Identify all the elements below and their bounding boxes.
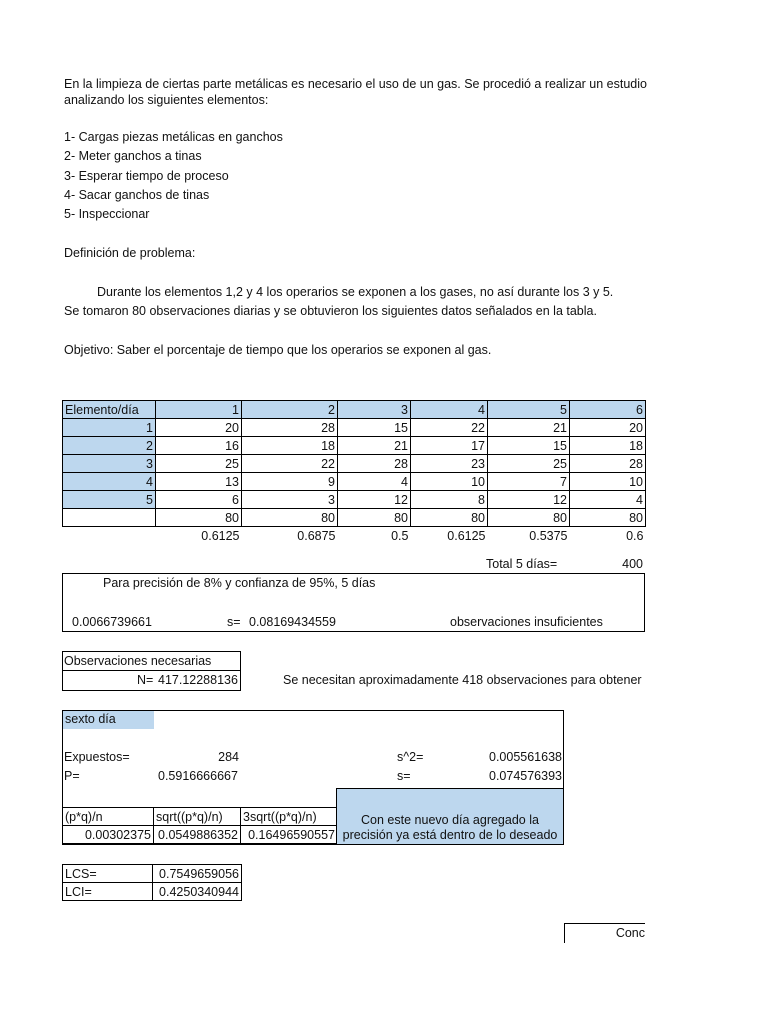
proportion-cell: 0.6125 bbox=[201, 528, 240, 543]
p-value: 0.5916666667 bbox=[158, 769, 238, 783]
sixth-day-calc-table bbox=[62, 807, 338, 844]
table-cell: 21 bbox=[488, 419, 570, 437]
table-row bbox=[63, 455, 646, 473]
proportion-cell: 0.6875 bbox=[297, 528, 336, 543]
table-row bbox=[63, 473, 646, 491]
calc-header: 3sqrt((p*q)/n) bbox=[241, 808, 338, 826]
table-cell: 12 bbox=[488, 491, 570, 509]
precision-title: Para precisión de 8% y confianza de 95%, 5 días bbox=[103, 576, 376, 590]
total-cell: 80 bbox=[242, 509, 338, 527]
table-cell: 17 bbox=[411, 437, 488, 455]
table-cell: 10 bbox=[570, 473, 646, 491]
day-header: 5 bbox=[488, 401, 570, 419]
s-value: 0.074576393 bbox=[489, 769, 562, 783]
exposed-label: Expuestos= bbox=[64, 750, 130, 764]
table-cell: 6 bbox=[156, 491, 242, 509]
s2-value: 0.005561638 bbox=[489, 750, 562, 764]
proportions-row bbox=[63, 527, 646, 545]
problem-line-2: Se tomaron 80 observaciones diarias y se obtuvieron los siguientes datos señalados en la tabla. bbox=[64, 304, 597, 318]
element-item-3: 3- Esperar tiempo de proceso bbox=[64, 169, 229, 183]
intro-line-1: En la limpieza de ciertas parte metálicas es necesario el uso de un gas. Se procedió a realizar un estudio bbox=[64, 77, 647, 91]
lci-label: LCI= bbox=[63, 883, 153, 901]
table-cell: 7 bbox=[488, 473, 570, 491]
limits-table bbox=[62, 864, 242, 901]
precision-s-label: s= bbox=[227, 615, 241, 629]
objective-text: Objetivo: Saber el porcentaje de tiempo que los operarios se exponen al gas. bbox=[64, 343, 492, 357]
table-cell: 18 bbox=[242, 437, 338, 455]
element-label: 4 bbox=[63, 473, 156, 491]
table-cell: 12 bbox=[338, 491, 411, 509]
total-cell: 80 bbox=[411, 509, 488, 527]
table-cell: 20 bbox=[570, 419, 646, 437]
totals-label-cell bbox=[63, 509, 156, 527]
proportion-cell: 0.5375 bbox=[529, 528, 568, 543]
lcs-value: 0.7549659056 bbox=[153, 865, 242, 883]
n-label: N= bbox=[137, 673, 154, 687]
sixth-day-title: sexto día bbox=[65, 712, 116, 726]
cutoff-text: Conc bbox=[615, 926, 645, 940]
proportion-cell: 0.6125 bbox=[447, 528, 486, 543]
conclusion-line-2: precisión ya está dentro de lo deseado bbox=[342, 828, 558, 842]
table-cell: 28 bbox=[338, 455, 411, 473]
s2-label: s^2= bbox=[397, 750, 424, 764]
table-cell: 4 bbox=[338, 473, 411, 491]
observations-table bbox=[62, 400, 646, 545]
conclusion-line-1: Con este nuevo día agregado la bbox=[361, 813, 539, 827]
table-cell: 13 bbox=[156, 473, 242, 491]
element-label: 1 bbox=[63, 419, 156, 437]
table-cell: 4 bbox=[570, 491, 646, 509]
day-header: 1 bbox=[156, 401, 242, 419]
total-cell: 80 bbox=[488, 509, 570, 527]
totals-row bbox=[63, 509, 646, 527]
table-cell: 15 bbox=[338, 419, 411, 437]
table-cell: 28 bbox=[570, 455, 646, 473]
total5-value: 400 bbox=[622, 557, 643, 571]
lci-value: 0.4250340944 bbox=[153, 883, 242, 901]
element-label: 5 bbox=[63, 491, 156, 509]
calc-value: 0.16496590557 bbox=[241, 826, 338, 844]
precision-status: observaciones insuficientes bbox=[450, 615, 603, 629]
lci-row bbox=[63, 883, 242, 901]
day-header: 4 bbox=[411, 401, 488, 419]
table-cell: 25 bbox=[488, 455, 570, 473]
table-corner-label: Elemento/día bbox=[63, 401, 156, 419]
element-item-1: 1- Cargas piezas metálicas en ganchos bbox=[64, 130, 283, 144]
divider bbox=[62, 653, 241, 671]
calc-value-row bbox=[63, 826, 338, 844]
total-cell: 80 bbox=[570, 509, 646, 527]
n-value: 417.12288136 bbox=[158, 673, 238, 687]
proportion-cell: 0.5 bbox=[391, 528, 409, 543]
day-header: 6 bbox=[570, 401, 646, 419]
table-row bbox=[63, 491, 646, 509]
table-cell: 28 bbox=[242, 419, 338, 437]
table-header-row bbox=[63, 401, 646, 419]
total-cell: 80 bbox=[156, 509, 242, 527]
table-cell: 9 bbox=[242, 473, 338, 491]
calc-header: (p*q)/n bbox=[63, 808, 154, 826]
table-cell: 15 bbox=[488, 437, 570, 455]
table-cell: 10 bbox=[411, 473, 488, 491]
calc-value: 0.0549886352 bbox=[154, 826, 241, 844]
table-row bbox=[63, 437, 646, 455]
table-cell: 16 bbox=[156, 437, 242, 455]
precision-s-value: 0.08169434559 bbox=[249, 615, 336, 629]
calc-header: sqrt((p*q)/n) bbox=[154, 808, 241, 826]
p-label: P= bbox=[64, 769, 80, 783]
proportion-cell: 0.6 bbox=[626, 528, 644, 543]
table-cell: 22 bbox=[411, 419, 488, 437]
table-row bbox=[63, 419, 646, 437]
table-cell: 18 bbox=[570, 437, 646, 455]
table-cell: 23 bbox=[411, 455, 488, 473]
intro-line-2: analizando los siguientes elementos: bbox=[64, 93, 269, 107]
table-cell: 3 bbox=[242, 491, 338, 509]
element-item-4: 4- Sacar ganchos de tinas bbox=[64, 188, 210, 202]
calc-value: 0.00302375 bbox=[63, 826, 154, 844]
total-cell: 80 bbox=[338, 509, 411, 527]
element-label: 3 bbox=[63, 455, 156, 473]
observations-note: Se necesitan aproximadamente 418 observaciones para obtener bbox=[283, 673, 642, 687]
table-cell: 22 bbox=[242, 455, 338, 473]
observations-needed-title: Observaciones necesarias bbox=[64, 654, 212, 668]
table-cell: 20 bbox=[156, 419, 242, 437]
table-cell: 21 bbox=[338, 437, 411, 455]
exposed-value: 284 bbox=[218, 750, 239, 764]
precision-value: 0.0066739661 bbox=[72, 615, 152, 629]
total5-label: Total 5 días= bbox=[486, 557, 558, 571]
table-cell: 25 bbox=[156, 455, 242, 473]
lcs-row bbox=[63, 865, 242, 883]
element-item-5: 5- Inspeccionar bbox=[64, 207, 150, 221]
calc-header-row bbox=[63, 808, 338, 826]
problem-heading: Definición de problema: bbox=[64, 246, 196, 260]
element-label: 2 bbox=[63, 437, 156, 455]
table-cell: 8 bbox=[411, 491, 488, 509]
problem-line-1: Durante los elementos 1,2 y 4 los operarios se exponen a los gases, no así durante los 3 y 5. bbox=[97, 285, 614, 299]
element-item-2: 2- Meter ganchos a tinas bbox=[64, 149, 202, 163]
s-label: s= bbox=[397, 769, 411, 783]
day-header: 3 bbox=[338, 401, 411, 419]
day-header: 2 bbox=[242, 401, 338, 419]
lcs-label: LCS= bbox=[63, 865, 153, 883]
